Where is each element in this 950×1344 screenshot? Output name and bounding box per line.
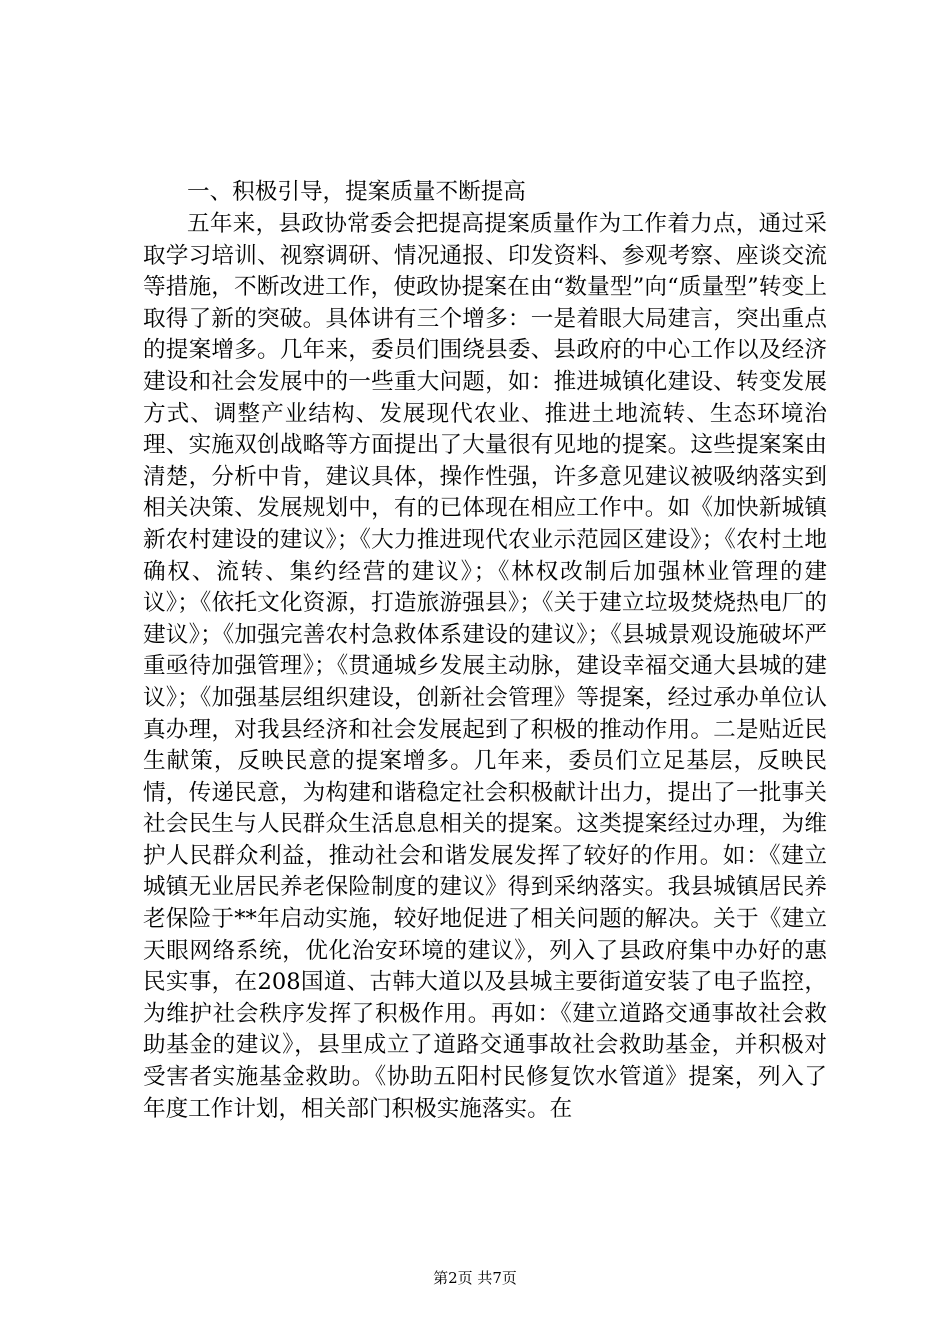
section-heading: 一、积极引导，提案质量不断提高 — [187, 179, 526, 205]
document-content — [143, 176, 827, 1125]
body-paragraph: 五年来，县政协常委会把提高提案质量作为工作着力点，通过采取学习培训、视察调研、情况通报、印发资料、参观考察、座谈交流等措施，不断改进工作，使政协提案在由“数量型”向“质量型”转变上取得了新的突破。具体讲有三个增多：一是着眼大局建言，突出重点的提案增多。几年来，委员们围绕县委、县政府的中心工作以及经济建设和社会发展中的一些重大问题，如：推进城镇化建设、转变发展方式、调整产业结构、发展现代农业、推进土地流转、生态环境治理、实施双创战略等方面提出了大量很有见地的提案。这些提案案由清楚，分析中肯，建议具体，操作性强，许多意见建议被吸纳落实到相关决策、发展规划中，有的已体现在相应工作中。如《加快新城镇新农村建设的建议》；《大力推进现代农业示范园区建设》；《农村土地确权、流转、集约经营的建议》；《林权改制后加强林业管理的建议》；《依托文化资源，打造旅游强县》；《关于建立垃圾焚烧热电厂的建议》；《加强完善农村急救体系建设的建议》；《县城景观设施破坏严重亟待加强管理》；《贯通城乡发展主动脉，建设幸福交通大县城的建议》；《加强基层组织建设，创新社会管理》等提案，经过承办单位认真办理，对我县经济和社会发展起到了积极的推动作用。二是贴近民生献策，反映民意的提案增多。几年来，委员们立足基层，反映民情，传递民意，为构建和谐稳定社会积极献计出力，提出了一批事关社会民生与人民群众生活息息相关的提案。这类提案经过办理，为维护人民群众利益，推动社会和谐发展发挥了较好的作用。如：《建立城镇无业居民养老保险制度的建议》得到采纳落实。我县城镇居民养老保险于**年启动实施，较好地促进了相关问题的解决。关于《建立天眼网络系统，优化治安环境的建议》，列入了县政府集中办好的惠民实事，在208国道、古韩大道以及县城主要街道安装了电子监控，为维护社会秩序发挥了积极作用。再如：《建立道路交通事故社会救助基金的建议》，县里成立了道路交通事故社会救助基金，并积极对受害者实施基金救助。《协助五阳村民修复饮水管道》提案，列入了年度工作计划，相关部门积极实施落实。在 — [143, 211, 827, 1122]
page-number-footer: 第2页 共7页 — [433, 1269, 517, 1287]
